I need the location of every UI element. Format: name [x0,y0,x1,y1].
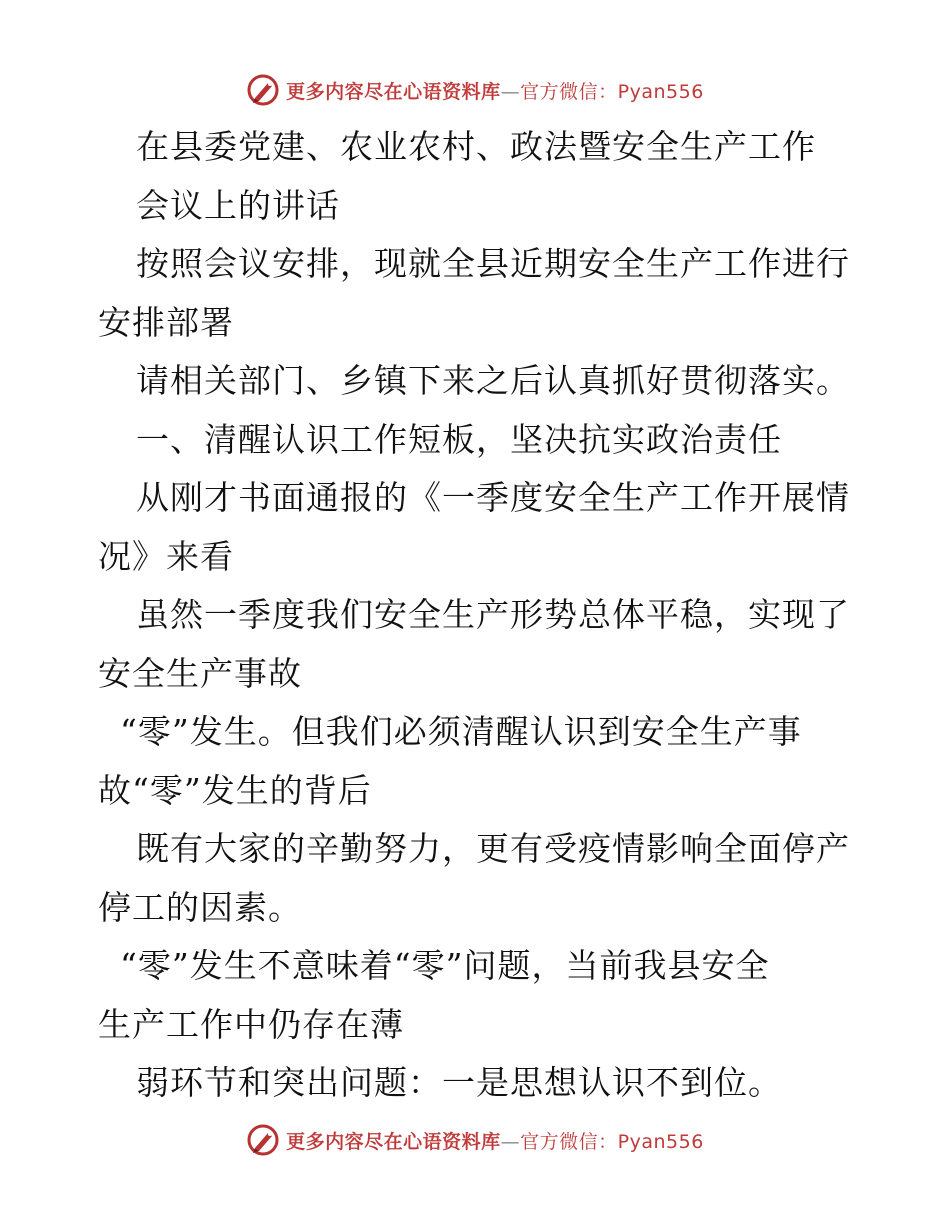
doc-paragraph-line: 按照会议安排，现就全县近期安全生产工作进行 [136,244,850,283]
pen-logo-icon [246,1123,280,1157]
header-watermark-banner [0,70,950,110]
doc-paragraph-line: 既有大家的辛勤努力，更有受疫情影响全面停产 [136,829,850,868]
doc-paragraph-line: 况》来看 [98,536,234,576]
pen-logo-icon [246,73,280,107]
banner-separator: — [500,1130,521,1153]
banner-site-text: 更多内容尽在心语资料库 [286,80,501,103]
document-body [98,118,858,1113]
doc-paragraph-line: 生产工作中仍存在薄 [98,1004,404,1044]
doc-paragraph-line: “零”发生不意味着“零”问题，当前我县安全 [120,946,770,985]
doc-paragraph-line: “零”发生。但我们必须清醒认识到安全生产事 [120,712,802,751]
doc-paragraph-line: 从刚才书面通报的《一季度安全生产工作开展情 [136,478,850,517]
banner-contact-text: 官方微信：Pyan556 [520,80,704,103]
doc-paragraph-line: 请相关部门、乡镇下来之后认真抓好贯彻落实。 [136,361,850,400]
doc-paragraph-line: 虽然一季度我们安全生产形势总体平稳，实现了 [136,595,850,634]
banner-separator: — [500,80,521,103]
doc-paragraph-line: 故“零”发生的背后 [98,770,372,810]
doc-title-line-1: 在县委党建、农业农村、政法暨安全生产工作 [136,127,816,166]
banner-text [286,1127,704,1154]
doc-paragraph-line: 弱环节和突出问题：一是思想认识不到位。 [136,1063,782,1102]
doc-paragraph-line: 停工的因素。 [98,887,302,927]
doc-paragraph-line: 安排部署 [98,302,234,342]
doc-title-line-2: 会议上的讲话 [136,185,340,225]
doc-paragraph-line: 安全生产事故 [98,653,302,693]
banner-site-text: 更多内容尽在心语资料库 [286,1130,501,1153]
doc-section-heading: 一、清醒认识工作短板，坚决抗实政治责任 [136,419,782,459]
banner-contact-text: 官方微信：Pyan556 [520,1130,704,1153]
footer-watermark-banner [0,1120,950,1160]
banner-text [286,77,704,104]
